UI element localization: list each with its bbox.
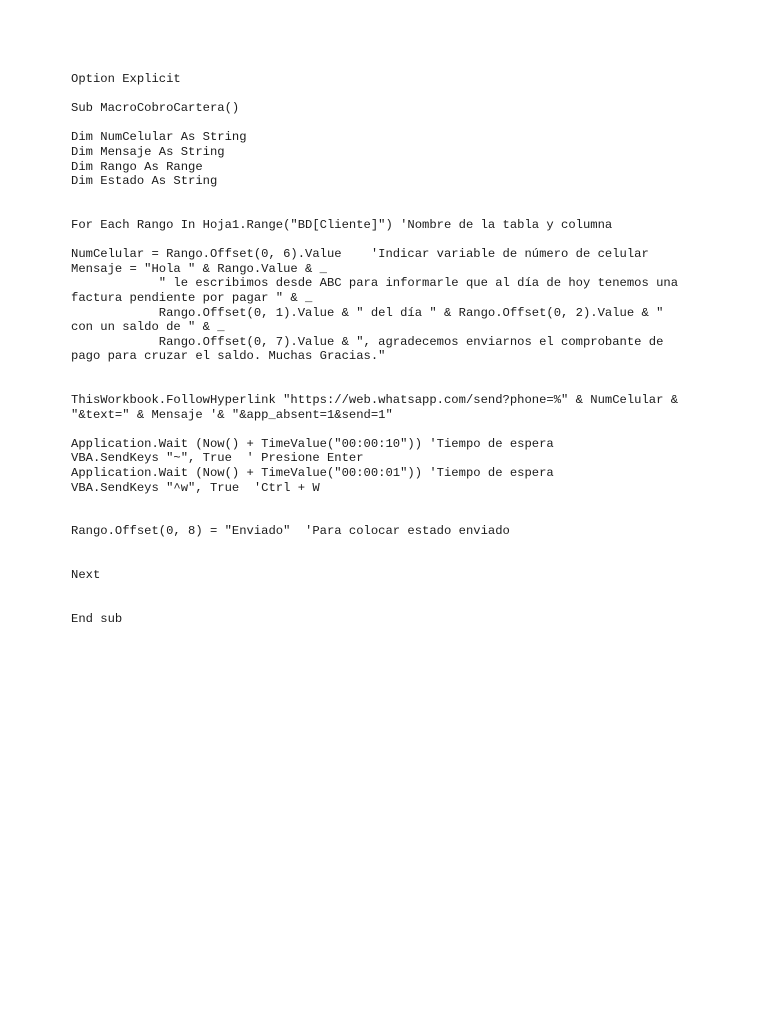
code-line: End sub (71, 611, 123, 626)
code-line: Next (71, 568, 101, 583)
code-line: Sub MacroCobroCartera() (71, 101, 240, 116)
blank-line (71, 116, 711, 131)
blank-line (71, 510, 711, 525)
code-line: Dim Estado As String (71, 174, 218, 189)
blank-line (71, 495, 711, 510)
code-line: Dim NumCelular As String (71, 130, 247, 145)
code-line: Option Explicit (71, 72, 181, 86)
code-line: NumCelular = Rango.Offset(0, 6).Value 'Indicar variable de número de celular (71, 247, 649, 262)
code-line: ThisWorkbook.FollowHyperlink "https://web.whatsapp.com/send?phone=%" & NumCelular & (71, 393, 679, 408)
blank-line (71, 203, 711, 218)
vba-code-block (71, 72, 711, 627)
blank-line (71, 554, 711, 569)
code-line: For Each Rango In Hoja1.Range("BD[Cliente]") 'Nombre de la tabla y columna (71, 217, 613, 232)
code-line: Mensaje = "Hola " & Rango.Value & _ (71, 261, 327, 276)
code-line: " le escribimos desde ABC para informarle que al día de hoy tenemos una (71, 276, 679, 291)
blank-line (71, 364, 711, 379)
code-line: factura pendiente por pagar " & _ (71, 290, 313, 305)
blank-line (71, 189, 711, 204)
code-line: Dim Rango As Range (71, 159, 203, 174)
blank-line (71, 87, 711, 102)
code-line: pago para cruzar el saldo. Muchas Gracias." (71, 349, 386, 364)
code-line: VBA.SendKeys "^w", True 'Ctrl + W (71, 480, 320, 495)
code-line: VBA.SendKeys "~", True ' Presione Enter (71, 451, 364, 466)
blank-line (71, 233, 711, 248)
code-line: Rango.Offset(0, 1).Value & " del día " & Rango.Offset(0, 2).Value & " (71, 305, 664, 320)
code-line: Rango.Offset(0, 8) = "Enviado" 'Para colocar estado enviado (71, 524, 510, 539)
code-line: con un saldo de " & _ (71, 320, 225, 335)
code-line: Rango.Offset(0, 7).Value & ", agradecemos enviarnos el comprobante de (71, 334, 664, 349)
blank-line (71, 422, 711, 437)
code-line: Dim Mensaje As String (71, 144, 225, 159)
code-line: Application.Wait (Now() + TimeValue("00:00:10")) 'Tiempo de espera (71, 436, 554, 451)
code-line: "&text=" & Mensaje '& "&app_absent=1&send=1" (71, 407, 393, 422)
blank-line (71, 378, 711, 393)
blank-line (71, 539, 711, 554)
blank-line (71, 583, 711, 598)
blank-line (71, 597, 711, 612)
code-line: Application.Wait (Now() + TimeValue("00:00:01")) 'Tiempo de espera (71, 466, 554, 481)
